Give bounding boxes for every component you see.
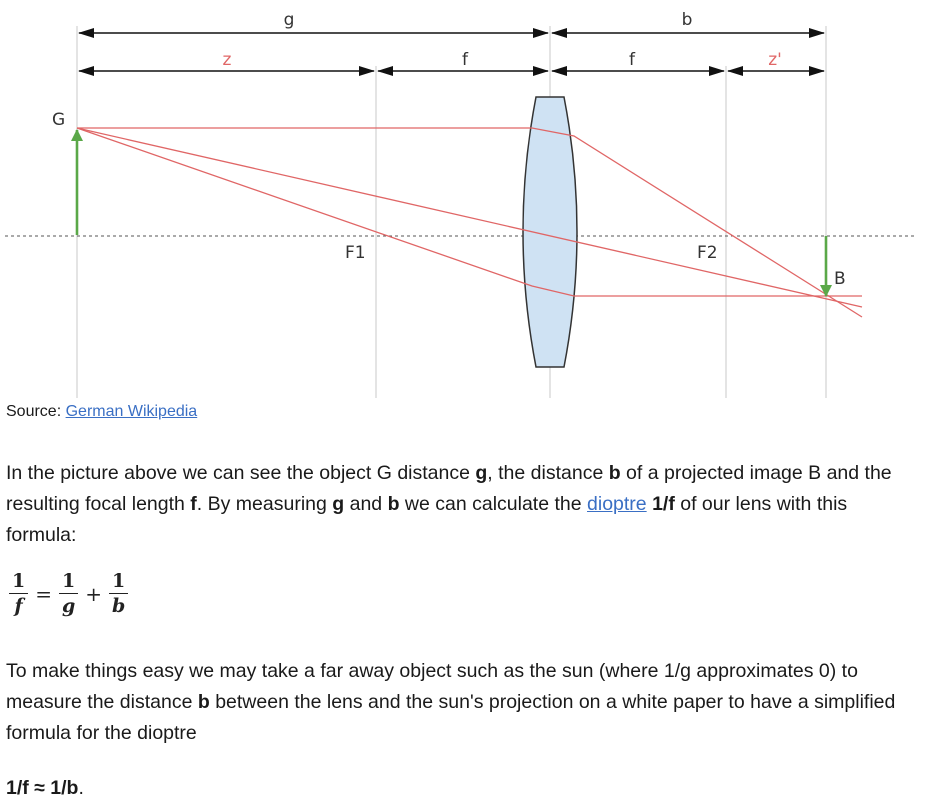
dimension-lines — [79, 33, 824, 71]
label-focus-f1: F1 — [345, 243, 366, 263]
label-image-b: B — [834, 269, 846, 289]
simplified-formula — [6, 773, 920, 804]
guide-lines — [77, 26, 826, 398]
fraction-1-over-f — [9, 570, 28, 617]
thin-lens-diagram — [0, 0, 926, 400]
term-b: b — [387, 493, 400, 515]
label-z: z — [222, 50, 232, 70]
term-inverse-f: 1/f — [652, 493, 675, 515]
formula-text: 1/f ≈ 1/b — [6, 777, 79, 799]
fraction-1-over-b — [109, 570, 128, 617]
text: and — [344, 493, 388, 515]
denominator: f — [14, 595, 23, 617]
term-g: g — [475, 462, 488, 484]
text: In the picture above we can see the object G distance — [6, 462, 476, 484]
text: we can calculate the — [399, 493, 588, 515]
fraction-1-over-g — [59, 570, 78, 617]
plus-sign: + — [85, 581, 102, 606]
label-f-right: f — [629, 50, 635, 70]
label-z-prime: z' — [768, 50, 782, 70]
text: . By measuring — [196, 493, 333, 515]
label-b: b — [681, 10, 693, 30]
term-b: b — [197, 691, 210, 713]
source-caption — [6, 402, 197, 422]
text: of our lens with this formula: — [6, 493, 848, 546]
denominator: g — [61, 595, 76, 617]
explanation-paragraph — [6, 458, 920, 551]
ray-focal — [77, 128, 862, 296]
term-g: g — [332, 493, 345, 515]
label-focus-f2: F2 — [697, 243, 718, 263]
source-prefix: Source: — [6, 403, 66, 420]
ray-central — [77, 128, 862, 307]
text: between the lens and the sun's projection on a white paper to have a simplified formula for the dioptre — [6, 691, 896, 744]
equals-sign: = — [35, 581, 52, 606]
denominator: b — [111, 595, 126, 617]
numerator: 1 — [9, 570, 28, 594]
numerator: 1 — [109, 570, 128, 594]
text: To make things easy we may take a far away object such as the sun (where 1/g approximates 0) to measure the distance — [6, 660, 858, 713]
dioptre-link[interactable]: dioptre — [587, 493, 647, 515]
label-g: g — [283, 10, 295, 30]
light-rays — [77, 128, 862, 317]
text: , the distance — [487, 462, 609, 484]
text: of a projected image B and the resulting focal length — [6, 462, 892, 515]
ray-parallel — [77, 128, 862, 317]
period: . — [78, 777, 84, 799]
term-f: f — [190, 493, 197, 515]
lens-formula — [6, 570, 131, 617]
label-object-g: G — [52, 110, 66, 130]
term-b: b — [608, 462, 621, 484]
source-link[interactable]: German Wikipedia — [65, 403, 198, 420]
numerator: 1 — [59, 570, 78, 594]
simplification-paragraph — [6, 656, 920, 749]
label-f-left: f — [462, 50, 468, 70]
